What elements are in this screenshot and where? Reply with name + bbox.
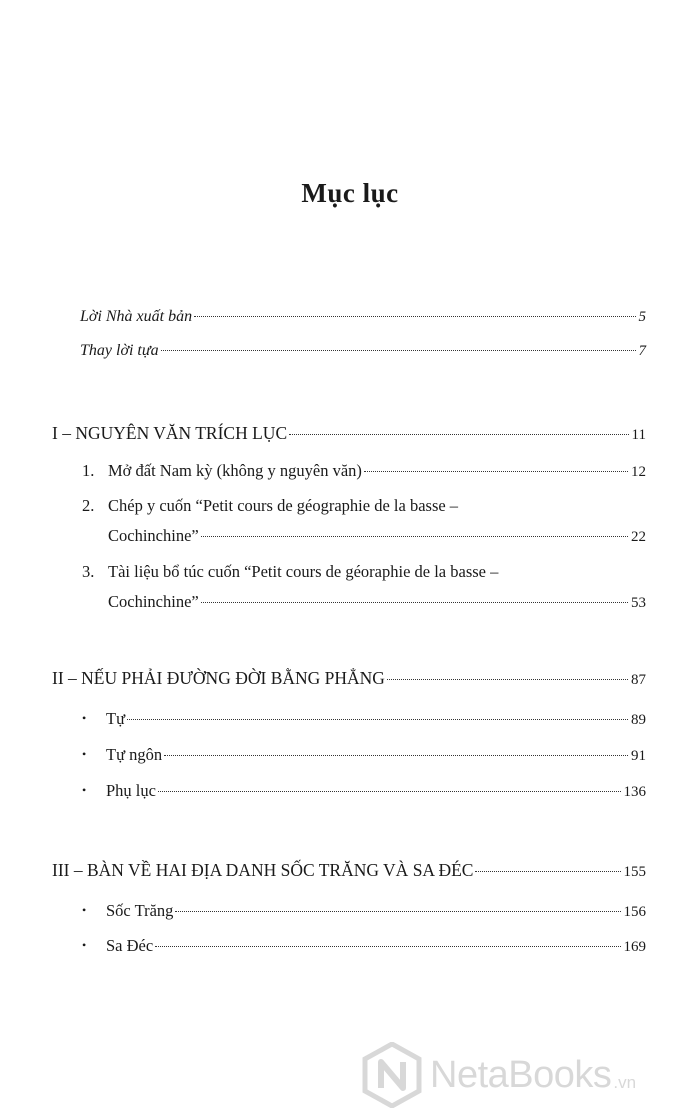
toc-section-page: 155	[623, 864, 646, 880]
item-number: 3.	[82, 562, 95, 581]
toc-section-label: I – NGUYÊN VĂN TRÍCH LỤC	[52, 423, 288, 443]
dot-leader	[194, 316, 635, 317]
toc-item[interactable]	[82, 745, 646, 765]
toc-item[interactable]	[108, 592, 646, 612]
toc-entry-page: 7	[638, 343, 646, 359]
toc-item-label: • Sốc Trăng	[82, 901, 174, 920]
toc-section-1[interactable]	[52, 423, 646, 444]
dot-leader	[155, 946, 620, 947]
toc-item-line1[interactable]: 2. Chép y cuốn “Petit cours de géographie de la basse –	[82, 496, 459, 515]
toc-item-page: 22	[631, 529, 646, 545]
dot-leader	[127, 719, 628, 720]
watermark-tld: .vn	[613, 1073, 637, 1092]
toc-section-page: 11	[631, 427, 646, 443]
watermark	[362, 1040, 636, 1110]
dot-leader	[289, 434, 628, 435]
toc-section-page: 87	[631, 672, 646, 688]
toc-entry-publisher-note[interactable]	[80, 308, 646, 326]
toc-item-label: Cochinchine”	[108, 592, 199, 611]
toc-item-page: 156	[623, 904, 646, 920]
toc-item-page: 53	[631, 595, 646, 611]
dot-leader	[475, 871, 620, 872]
toc-entry-page: 5	[638, 309, 646, 325]
toc-item-page: 89	[631, 712, 646, 728]
dot-leader	[201, 536, 628, 537]
toc-item-label: • Phụ lục	[82, 781, 156, 800]
toc-item-label: • Sa Đéc	[82, 936, 154, 955]
toc-item[interactable]	[108, 526, 646, 546]
dot-leader	[161, 350, 636, 351]
dot-leader	[364, 471, 628, 472]
toc-item[interactable]	[82, 781, 646, 801]
toc-item-label: • Tự	[82, 709, 126, 728]
dot-leader	[175, 911, 620, 912]
item-number: 2.	[82, 496, 95, 515]
bullet-icon: •	[82, 903, 87, 917]
toc-section-3[interactable]	[52, 860, 646, 881]
toc-item-page: 136	[623, 784, 646, 800]
toc-entry-label: Lời Nhà xuất bản	[80, 308, 193, 325]
bullet-icon: •	[82, 783, 87, 797]
toc-item[interactable]	[82, 461, 646, 481]
toc-section-label: III – BÀN VỀ HAI ĐỊA DANH SỐC TRĂNG VÀ SA ĐÉC	[52, 860, 474, 880]
toc-item-line1[interactable]: 3. Tài liệu bổ túc cuốn “Petit cours de géoraphie de la basse –	[82, 562, 499, 581]
toc-item[interactable]	[82, 936, 646, 956]
toc-item[interactable]	[82, 901, 646, 921]
toc-item-page: 91	[631, 748, 646, 764]
page-title: Mục lục	[301, 178, 399, 208]
toc-entry-label: Thay lời tựa	[80, 342, 159, 359]
dot-leader	[387, 679, 628, 680]
dot-leader	[164, 755, 628, 756]
dot-leader	[201, 602, 628, 603]
toc-item-label: • Tự ngôn	[82, 745, 163, 764]
bullet-icon: •	[82, 747, 87, 761]
toc-item[interactable]	[82, 709, 646, 729]
watermark-brand: NetaBooks	[430, 1053, 612, 1096]
dot-leader	[158, 791, 621, 792]
toc-item-label: Cochinchine”	[108, 526, 199, 545]
toc-entry-preface[interactable]	[80, 342, 646, 360]
toc-section-label: II – NẾU PHẢI ĐƯỜNG ĐỜI BẰNG PHẲNG	[52, 668, 385, 688]
toc-item-label: 1. Mở đất Nam kỳ (không y nguyên văn)	[82, 461, 362, 480]
toc-item-page: 12	[631, 464, 646, 480]
item-number: 1.	[82, 461, 95, 480]
toc-section-2[interactable]	[52, 668, 646, 689]
bullet-icon: •	[82, 938, 87, 952]
toc-item-page: 169	[623, 939, 646, 955]
netabooks-logo-icon	[362, 1042, 422, 1108]
bullet-icon: •	[82, 711, 87, 725]
